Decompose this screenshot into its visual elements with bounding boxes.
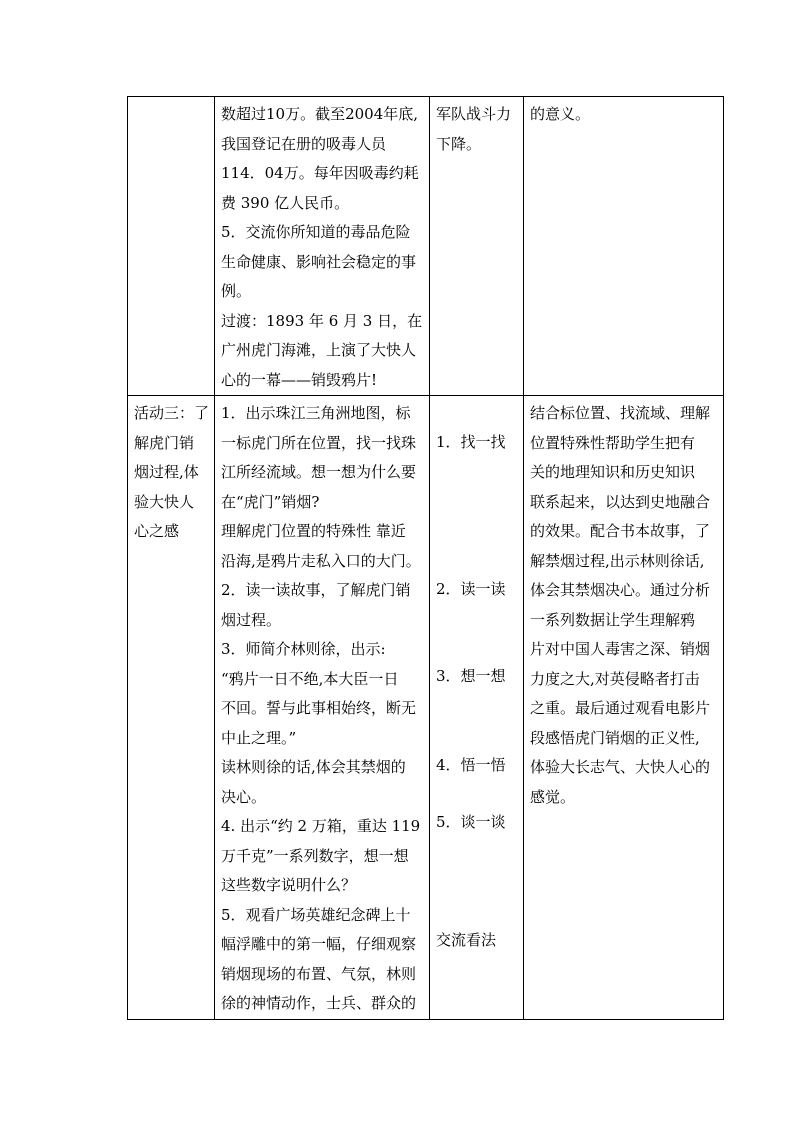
text-line: 生命健康、影响社会稳定的事 xyxy=(221,252,417,271)
text-line: 的意义。 xyxy=(530,105,591,123)
text-line: 我国登记在册的吸毒人员 xyxy=(221,134,387,153)
text-line: “鸦片一日不绝,本大臣一日 xyxy=(221,669,399,688)
spacer xyxy=(436,604,519,662)
text-line: 中止之理。” xyxy=(221,728,297,747)
text-line: 烟过程。 xyxy=(221,610,282,629)
student-activity-cell xyxy=(430,396,524,1020)
text-line: 结合标位置、找流域、理解 xyxy=(530,404,711,422)
text-line: 军队战斗力 xyxy=(436,105,512,123)
text-line: 沿海,是鸦片走私入口的大门。 xyxy=(221,551,421,570)
text-line: 理解虎门位置的特殊性 靠近 xyxy=(221,522,406,540)
text-line: 解虎门销 xyxy=(134,433,195,452)
text-line: 例。 xyxy=(221,282,252,300)
text-line: 在“虎门”销烟? xyxy=(221,492,320,511)
spacer xyxy=(436,780,519,808)
text-line: 万千克”一系列数字，想一想 xyxy=(221,846,409,865)
text-line: 关的地理知识和历史知识 xyxy=(530,463,696,481)
text-line: 验大快人 xyxy=(134,492,195,511)
design-intent-cell xyxy=(524,97,724,396)
spacer xyxy=(436,458,519,575)
text-line: 114．04万。每年因吸毒约耗 xyxy=(221,164,419,182)
text-line: 过渡：1893 年 6 月 3 日，在 xyxy=(221,311,423,330)
text-line: 力度之大,对英侵略者打击 xyxy=(530,669,700,688)
student-step: 5．谈一谈 xyxy=(436,813,506,831)
text-line: 体验大长志气、大快人心的 xyxy=(530,758,711,776)
text-line: 烟过程,体 xyxy=(134,463,199,481)
text-line: 2．读一读故事，了解虎门销 xyxy=(221,581,411,599)
text-line: 徐的神情动作，士兵、群众的 xyxy=(221,994,417,1012)
text-line: 4. 出示“约 2 万箱，重达 119 xyxy=(221,817,421,835)
student-step: 2．读一读 xyxy=(436,579,506,598)
text-line: 销烟现场的布置、气氛，林则 xyxy=(221,964,417,983)
teacher-activity-cell xyxy=(215,396,430,1020)
text-line: 段感悟虎门销烟的正义性, xyxy=(530,728,700,747)
text-line: 读林则徐的话,体会其禁烟的 xyxy=(221,758,406,776)
text-line: 这些数字说明什么？ xyxy=(221,876,357,894)
text-line: 一标虎门所在位置，找一找珠 xyxy=(221,433,417,452)
text-line: 1．出示珠江三角洲地图，标 xyxy=(221,404,411,422)
text-line: 活动三：了 xyxy=(134,404,210,422)
text-line: 心的一幕——销毁鸦片! xyxy=(221,370,378,389)
text-line: 广州虎门海滩，上演了大快人 xyxy=(221,341,417,359)
text-line: 联系起来，以达到史地融合 xyxy=(530,492,711,511)
text-line: 决心。 xyxy=(221,787,267,806)
spacer xyxy=(436,692,519,751)
text-line: 体会其禁烟决心。通过分析 xyxy=(530,581,711,599)
activity-cell xyxy=(128,396,215,1020)
table-row xyxy=(128,97,724,396)
teacher-activity-cell xyxy=(215,97,430,396)
lesson-plan-table xyxy=(127,96,724,1020)
spacer xyxy=(436,399,519,428)
student-activity-cell xyxy=(430,97,524,396)
text-line: 心之感 xyxy=(134,522,180,540)
student-step: 1．找一找 xyxy=(436,433,506,451)
text-line: 费 390 亿人民币。 xyxy=(221,193,350,212)
text-line: 幅浮雕中的第一幅，仔细观察 xyxy=(221,935,417,953)
text-line: 片对中国人毒害之深、销烟 xyxy=(530,640,711,658)
text-line: 之重。最后通过观看电影片 xyxy=(530,699,711,717)
table-row xyxy=(128,396,724,1020)
student-step: 4．悟一悟 xyxy=(436,755,506,774)
student-step: 交流看法 xyxy=(436,930,497,949)
text-line: 一系列数据让学生理解鸦 xyxy=(530,610,696,629)
student-step: 3．想一想 xyxy=(436,667,506,685)
text-line: 5．观看广场英雄纪念碑上十 xyxy=(221,905,411,924)
text-line: 3．师简介林则徐，出示: xyxy=(221,640,386,658)
activity-cell xyxy=(128,97,215,396)
spacer xyxy=(436,838,519,926)
text-line: 数超过10万。截至2004年底, xyxy=(221,105,419,123)
text-line: 江所经流域。想一想为什么要 xyxy=(221,463,417,481)
text-line: 5．交流你所知道的毒品危险 xyxy=(221,223,411,241)
text-line: 不回。誓与此事相始终，断无 xyxy=(221,699,417,717)
text-line: 解禁烟过程,出示林则徐话, xyxy=(530,551,705,570)
text-line: 感觉。 xyxy=(530,787,576,806)
text-line: 位置特殊性帮助学生把有 xyxy=(530,433,696,452)
text-line: 的效果。配合书本故事，了 xyxy=(530,522,711,540)
design-intent-cell xyxy=(524,396,724,1020)
text-line: 下降。 xyxy=(436,134,482,153)
